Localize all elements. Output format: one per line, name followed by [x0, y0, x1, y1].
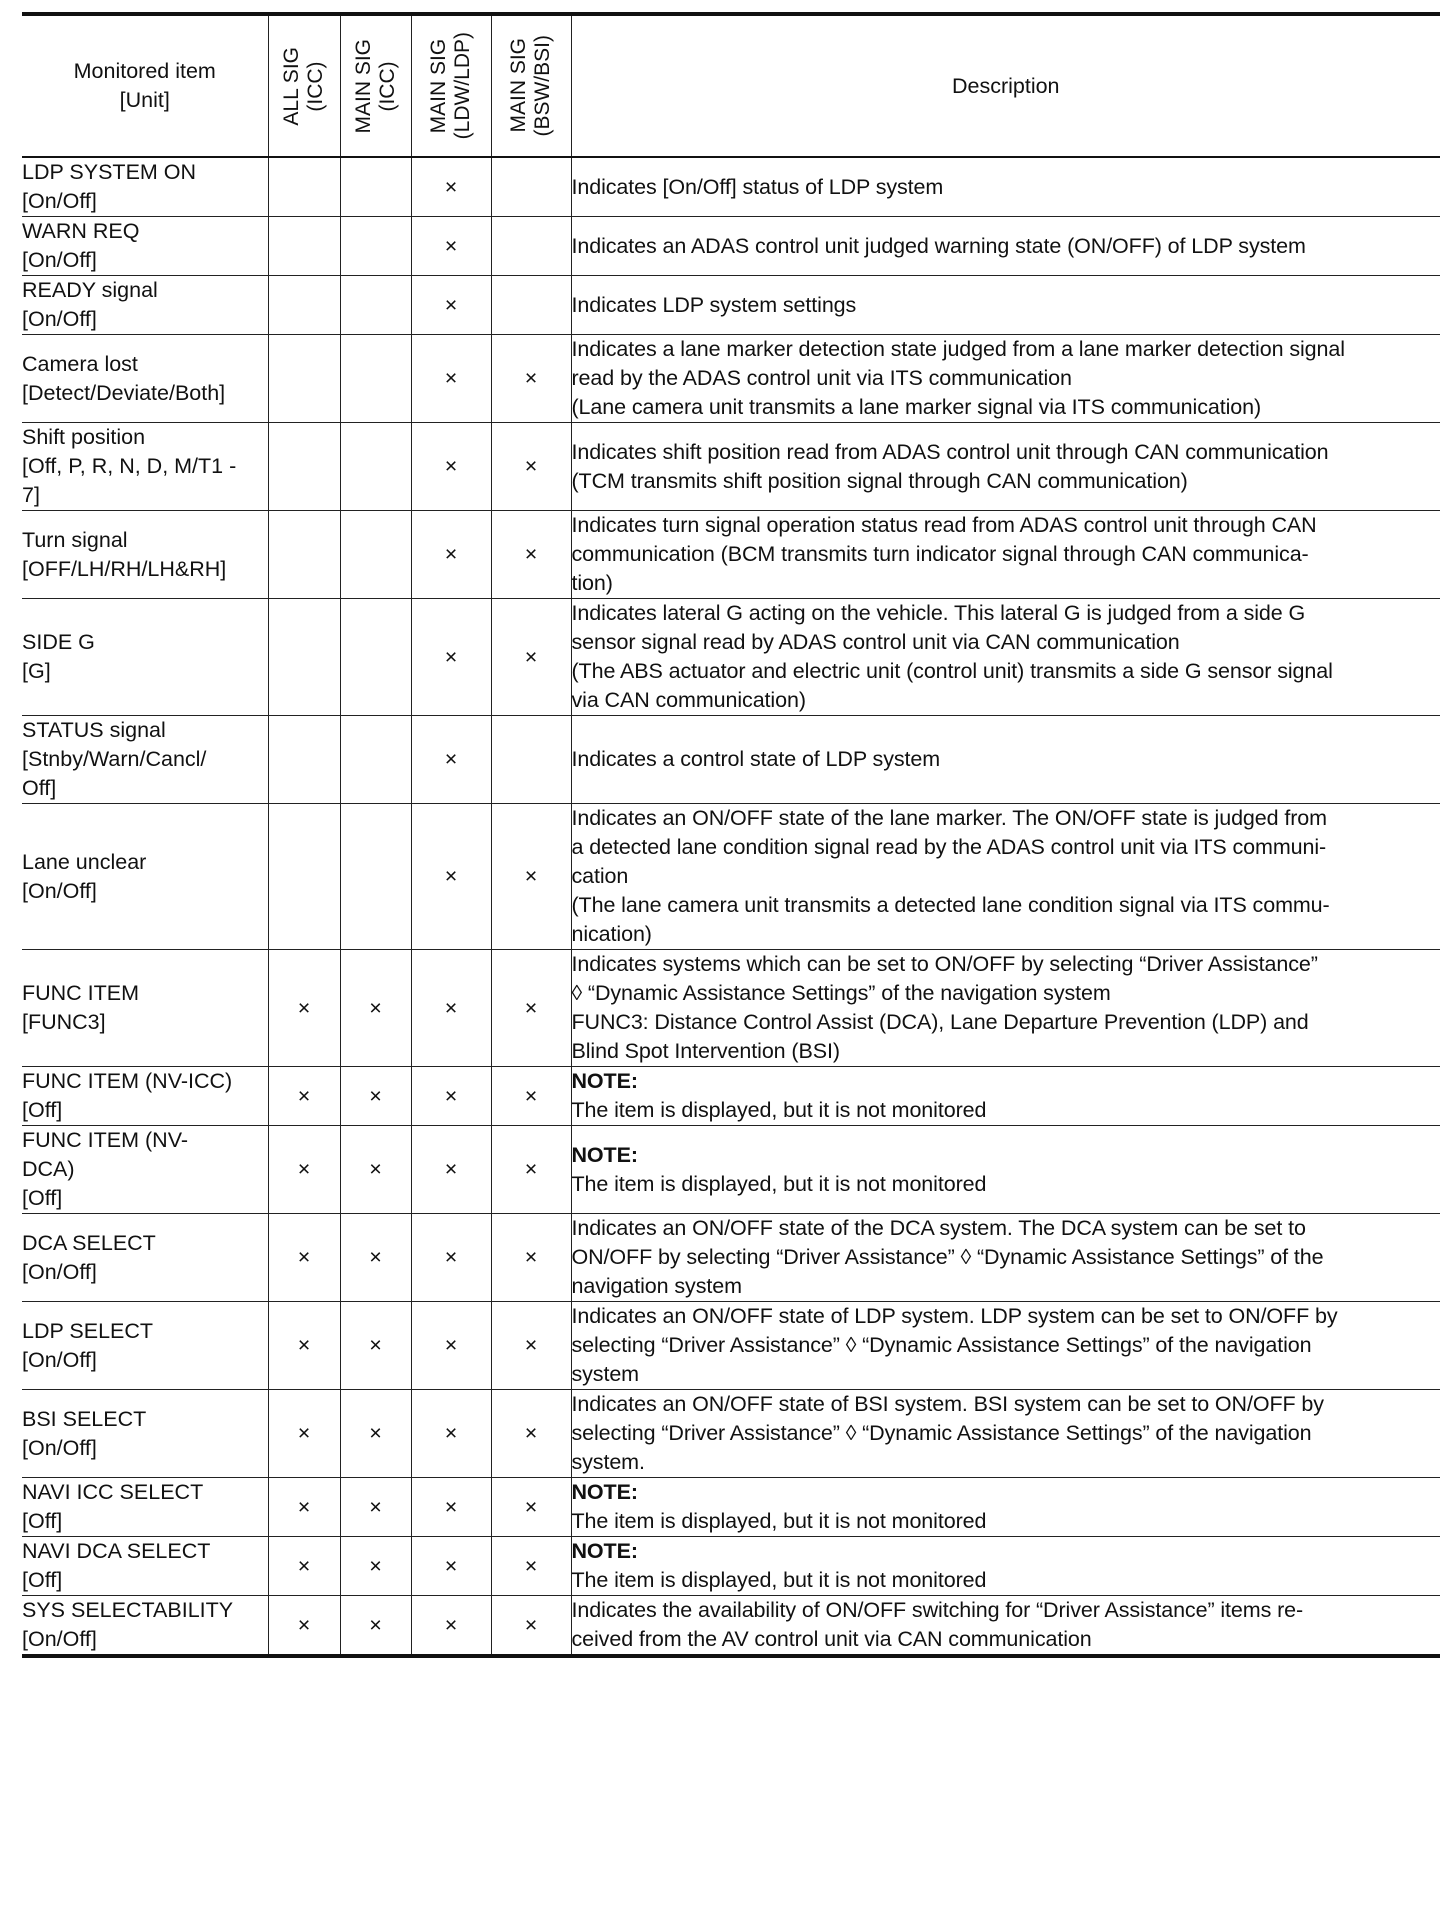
- description-line: cation: [571, 864, 629, 888]
- all-sig-icc-mark: ×: [268, 1390, 340, 1478]
- main-sig-ldw-ldp-mark: ×: [411, 1067, 491, 1126]
- description-line: system: [571, 1362, 639, 1386]
- main-sig-ldw-ldp-mark: ×: [411, 599, 491, 716]
- description-line: The item is displayed, but it is not monitored: [571, 1171, 987, 1196]
- main-sig-icc-mark: ×: [340, 950, 411, 1067]
- monitored-item-cell: [22, 1126, 268, 1214]
- all-sig-icc-header-label: ALL SIG (ICC): [280, 46, 327, 126]
- main-sig-ldw-ldp-header: [411, 14, 491, 157]
- description-line: (The ABS actuator and electric unit (control unit) transmits a side G sensor signal: [571, 659, 1333, 683]
- table-body: [22, 157, 1440, 1656]
- monitored-item-line: [Off]: [22, 1509, 63, 1533]
- description-line: Indicates an ADAS control unit judged warning state (ON/OFF) of LDP system: [571, 233, 1306, 258]
- table-row: [22, 950, 1440, 1067]
- main-sig-ldw-ldp-mark: ×: [411, 1390, 491, 1478]
- main-sig-bsw-bsi-mark: ×: [491, 335, 571, 423]
- description-line: FUNC3: Distance Control Assist (DCA), Lane Departure Prevention (LDP) and: [571, 1010, 1309, 1034]
- main-sig-icc-mark: [340, 276, 411, 335]
- main-sig-bsw-bsi-mark: ×: [491, 950, 571, 1067]
- monitored-item-line: [On/Off]: [22, 1627, 97, 1651]
- table-row: [22, 276, 1440, 335]
- main-sig-ldw-ldp-mark: ×: [411, 1214, 491, 1302]
- description-cell: [571, 1214, 1440, 1302]
- description-cell: [571, 511, 1440, 599]
- description-line: a detected lane condition signal read by the ADAS control unit via ITS communi-: [571, 835, 1327, 859]
- main-sig-bsw-bsi-header-label: MAIN SIG (BSW/BSI): [507, 35, 554, 137]
- main-sig-icc-mark: ×: [340, 1390, 411, 1478]
- description-line: Indicates an ON/OFF state of BSI system. BSI system can be set to ON/OFF by: [571, 1392, 1324, 1416]
- description-line: ON/OFF by selecting “Driver Assistance” ◊ “Dynamic Assistance Settings” of the: [571, 1245, 1324, 1269]
- table-row: [22, 1596, 1440, 1657]
- description-line: communication (BCM transmits turn indicator signal through CAN communica-: [571, 542, 1309, 566]
- main-sig-bsw-bsi-mark: ×: [491, 1596, 571, 1657]
- monitored-item-line: [On/Off]: [22, 189, 97, 213]
- note-heading: NOTE:: [571, 1142, 638, 1167]
- main-sig-icc-mark: ×: [340, 1596, 411, 1657]
- main-sig-bsw-bsi-header: [491, 14, 571, 157]
- monitored-item-line: FUNC ITEM: [22, 981, 140, 1005]
- monitored-item-line: BSI SELECT: [22, 1406, 147, 1431]
- description-cell: [571, 1537, 1440, 1596]
- description-line: The item is displayed, but it is not monitored: [571, 1509, 987, 1533]
- all-sig-icc-mark: [268, 511, 340, 599]
- description-cell: [571, 1390, 1440, 1478]
- monitored-item-line: STATUS signal: [22, 718, 166, 742]
- description-line: Blind Spot Intervention (BSI): [571, 1039, 840, 1063]
- description-line: read by the ADAS control unit via ITS communication: [571, 366, 1072, 390]
- main-sig-icc-mark: [340, 217, 411, 276]
- main-sig-icc-mark: ×: [340, 1067, 411, 1126]
- main-sig-bsw-bsi-mark: ×: [491, 1537, 571, 1596]
- main-sig-bsw-bsi-mark: ×: [491, 1067, 571, 1126]
- table-row: [22, 1302, 1440, 1390]
- description-cell: [571, 157, 1440, 217]
- all-sig-icc-mark: [268, 276, 340, 335]
- monitored-item-cell: [22, 217, 268, 276]
- main-sig-icc-mark: ×: [340, 1478, 411, 1537]
- description-cell: [571, 423, 1440, 511]
- description-line: selecting “Driver Assistance” ◊ “Dynamic Assistance Settings” of the navigation: [571, 1421, 1312, 1445]
- monitored-item-header-line1: Monitored item: [73, 59, 216, 83]
- monitored-item-line: LDP SELECT: [22, 1318, 154, 1343]
- monitored-item-cell: [22, 804, 268, 950]
- monitored-item-cell: [22, 599, 268, 716]
- main-sig-bsw-bsi-mark: [491, 716, 571, 804]
- table-row: [22, 1214, 1440, 1302]
- all-sig-icc-mark: [268, 423, 340, 511]
- monitored-items-table: [22, 12, 1440, 1658]
- main-sig-ldw-ldp-mark: ×: [411, 423, 491, 511]
- main-sig-bsw-bsi-mark: [491, 276, 571, 335]
- description-header: Description: [571, 14, 1440, 157]
- main-sig-icc-mark: ×: [340, 1126, 411, 1214]
- description-line: sensor signal read by ADAS control unit via CAN communication: [571, 630, 1180, 654]
- description-line: Indicates an ON/OFF state of LDP system. LDP system can be set to ON/OFF by: [571, 1304, 1338, 1328]
- description-line: The item is displayed, but it is not monitored: [571, 1098, 987, 1122]
- all-sig-icc-mark: [268, 804, 340, 950]
- table-header-row: [22, 14, 1440, 157]
- description-line: Indicates [On/Off] status of LDP system: [571, 174, 944, 199]
- table-row: [22, 804, 1440, 950]
- monitored-item-line: [On/Off]: [22, 1259, 97, 1284]
- main-sig-bsw-bsi-mark: ×: [491, 1390, 571, 1478]
- monitored-item-line: DCA): [22, 1157, 75, 1181]
- main-sig-bsw-bsi-mark: ×: [491, 599, 571, 716]
- monitored-item-cell: [22, 716, 268, 804]
- monitored-item-line: [On/Off]: [22, 878, 97, 903]
- description-line: Indicates LDP system settings: [571, 292, 857, 317]
- table-row: [22, 511, 1440, 599]
- monitored-item-line: NAVI ICC SELECT: [22, 1480, 204, 1504]
- monitored-item-line: [G]: [22, 659, 51, 683]
- description-cell: [571, 1302, 1440, 1390]
- monitored-item-line: [Off]: [22, 1186, 63, 1210]
- monitored-item-line: Turn signal: [22, 527, 128, 552]
- monitored-item-line: FUNC ITEM (NV-ICC): [22, 1069, 233, 1093]
- monitored-item-cell: [22, 157, 268, 217]
- monitored-item-line: Camera lost: [22, 351, 138, 376]
- monitored-item-header: [22, 14, 268, 157]
- monitored-item-line: [FUNC3]: [22, 1010, 106, 1034]
- description-line: ceived from the AV control unit via CAN communication: [571, 1627, 1092, 1651]
- table-row: [22, 423, 1440, 511]
- all-sig-icc-mark: ×: [268, 950, 340, 1067]
- monitored-item-line: FUNC ITEM (NV-: [22, 1128, 189, 1152]
- main-sig-icc-mark: ×: [340, 1537, 411, 1596]
- description-line: Indicates the availability of ON/OFF switching for “Driver Assistance” items re-: [571, 1598, 1304, 1622]
- main-sig-bsw-bsi-mark: ×: [491, 804, 571, 950]
- description-line: Indicates an ON/OFF state of the DCA system. The DCA system can be set to: [571, 1216, 1306, 1240]
- monitored-item-line: [Stnby/Warn/Cancl/: [22, 747, 207, 771]
- main-sig-icc-mark: ×: [340, 1302, 411, 1390]
- main-sig-ldw-ldp-mark: ×: [411, 1537, 491, 1596]
- main-sig-bsw-bsi-mark: ×: [491, 1478, 571, 1537]
- main-sig-icc-mark: [340, 423, 411, 511]
- main-sig-ldw-ldp-mark: ×: [411, 1126, 491, 1214]
- main-sig-icc-mark: ×: [340, 1214, 411, 1302]
- description-cell: [571, 1596, 1440, 1657]
- all-sig-icc-mark: ×: [268, 1478, 340, 1537]
- description-line: tion): [571, 571, 613, 595]
- all-sig-icc-mark: [268, 716, 340, 804]
- description-line: (TCM transmits shift position signal through CAN communication): [571, 468, 1188, 493]
- main-sig-icc-mark: [340, 599, 411, 716]
- monitored-item-cell: [22, 1302, 268, 1390]
- note-heading: NOTE:: [571, 1539, 638, 1563]
- table-row: [22, 599, 1440, 716]
- monitored-item-line: [Detect/Deviate/Both]: [22, 380, 226, 405]
- description-cell: [571, 1067, 1440, 1126]
- all-sig-icc-mark: [268, 599, 340, 716]
- monitored-item-line: Lane unclear: [22, 849, 147, 874]
- table-row: [22, 1537, 1440, 1596]
- main-sig-icc-mark: [340, 804, 411, 950]
- description-cell: [571, 804, 1440, 950]
- main-sig-icc-mark: [340, 335, 411, 423]
- monitored-item-header-line2: [Unit]: [119, 88, 170, 112]
- monitored-item-line: [Off]: [22, 1098, 63, 1122]
- monitored-item-line: WARN REQ: [22, 219, 140, 243]
- description-cell: [571, 950, 1440, 1067]
- description-line: via CAN communication): [571, 688, 806, 712]
- all-sig-icc-mark: ×: [268, 1537, 340, 1596]
- description-line: nication): [571, 922, 652, 946]
- monitored-item-line: [Off, P, R, N, D, M/T1 -: [22, 454, 237, 478]
- monitored-item-cell: [22, 423, 268, 511]
- main-sig-bsw-bsi-mark: ×: [491, 1126, 571, 1214]
- table-row: [22, 1478, 1440, 1537]
- description-line: Indicates a control state of LDP system: [571, 747, 941, 771]
- monitored-item-line: READY signal: [22, 278, 158, 302]
- main-sig-icc-header-label: MAIN SIG (ICC): [351, 38, 399, 134]
- main-sig-bsw-bsi-mark: ×: [491, 1302, 571, 1390]
- monitored-item-cell: [22, 511, 268, 599]
- main-sig-bsw-bsi-mark: ×: [491, 511, 571, 599]
- main-sig-ldw-ldp-mark: ×: [411, 335, 491, 423]
- table-row: [22, 1067, 1440, 1126]
- monitored-item-line: [On/Off]: [22, 307, 97, 331]
- description-line: system.: [571, 1450, 645, 1474]
- monitored-item-line: SYS SELECTABILITY: [22, 1598, 234, 1622]
- main-sig-bsw-bsi-mark: ×: [491, 1214, 571, 1302]
- main-sig-icc-mark: [340, 716, 411, 804]
- description-line: (Lane camera unit transmits a lane marker signal via ITS communication): [571, 395, 1262, 419]
- main-sig-bsw-bsi-mark: ×: [491, 423, 571, 511]
- description-cell: [571, 335, 1440, 423]
- monitored-item-line: [OFF/LH/RH/LH&RH]: [22, 556, 227, 581]
- monitored-item-line: [On/Off]: [22, 1435, 97, 1460]
- all-sig-icc-mark: [268, 335, 340, 423]
- monitored-item-line: LDP SYSTEM ON: [22, 160, 197, 184]
- main-sig-bsw-bsi-mark: [491, 217, 571, 276]
- description-line: Indicates a lane marker detection state judged from a lane marker detection signal: [571, 337, 1345, 361]
- main-sig-ldw-ldp-mark: ×: [411, 276, 491, 335]
- note-heading: NOTE:: [571, 1480, 638, 1504]
- monitored-item-cell: [22, 1067, 268, 1126]
- all-sig-icc-mark: ×: [268, 1596, 340, 1657]
- main-sig-ldw-ldp-mark: ×: [411, 1302, 491, 1390]
- main-sig-ldw-ldp-mark: ×: [411, 950, 491, 1067]
- description-line: navigation system: [571, 1274, 742, 1298]
- description-cell: [571, 217, 1440, 276]
- monitored-item-line: 7]: [22, 483, 40, 507]
- monitored-item-line: SIDE G: [22, 630, 95, 654]
- description-line: (The lane camera unit transmits a detected lane condition signal via ITS commu-: [571, 893, 1330, 917]
- table-row: [22, 335, 1440, 423]
- main-sig-ldw-ldp-mark: ×: [411, 1478, 491, 1537]
- description-cell: [571, 1126, 1440, 1214]
- description-line: Indicates an ON/OFF state of the lane marker. The ON/OFF state is judged from: [571, 806, 1327, 830]
- monitored-item-cell: [22, 276, 268, 335]
- main-sig-ldw-ldp-mark: ×: [411, 157, 491, 217]
- all-sig-icc-mark: ×: [268, 1126, 340, 1214]
- table-row: [22, 217, 1440, 276]
- monitored-item-line: Shift position: [22, 425, 146, 449]
- table-row: [22, 1126, 1440, 1214]
- monitored-item-line: [On/Off]: [22, 248, 97, 272]
- monitored-item-cell: [22, 1390, 268, 1478]
- monitored-item-cell: [22, 1537, 268, 1596]
- main-sig-icc-mark: [340, 511, 411, 599]
- monitored-item-cell: [22, 335, 268, 423]
- description-line: Indicates lateral G acting on the vehicle. This lateral G is judged from a side G: [571, 601, 1306, 625]
- description-line: The item is displayed, but it is not monitored: [571, 1568, 987, 1592]
- all-sig-icc-mark: ×: [268, 1214, 340, 1302]
- all-sig-icc-mark: [268, 217, 340, 276]
- table-row: [22, 716, 1440, 804]
- main-sig-ldw-ldp-mark: ×: [411, 217, 491, 276]
- description-cell: [571, 1478, 1440, 1537]
- monitored-item-line: NAVI DCA SELECT: [22, 1539, 211, 1563]
- monitored-item-line: [On/Off]: [22, 1347, 97, 1372]
- table-row: [22, 1390, 1440, 1478]
- main-sig-ldw-ldp-mark: ×: [411, 511, 491, 599]
- description-line: Indicates systems which can be set to ON/OFF by selecting “Driver Assistance”: [571, 952, 1318, 976]
- description-cell: [571, 276, 1440, 335]
- monitored-item-line: Off]: [22, 776, 57, 800]
- main-sig-icc-mark: [340, 157, 411, 217]
- all-sig-icc-mark: [268, 157, 340, 217]
- table-row: [22, 157, 1440, 217]
- monitored-item-cell: [22, 950, 268, 1067]
- description-line: Indicates shift position read from ADAS control unit through CAN communication: [571, 439, 1329, 464]
- main-sig-ldw-ldp-mark: ×: [411, 804, 491, 950]
- description-line: ◊ “Dynamic Assistance Settings” of the navigation system: [571, 981, 1111, 1005]
- monitored-item-cell: [22, 1478, 268, 1537]
- monitored-item-line: DCA SELECT: [22, 1230, 156, 1255]
- note-heading: NOTE:: [571, 1069, 638, 1093]
- monitored-item-cell: [22, 1596, 268, 1657]
- main-sig-ldw-ldp-mark: ×: [411, 1596, 491, 1657]
- monitored-item-line: [Off]: [22, 1568, 63, 1592]
- description-cell: [571, 599, 1440, 716]
- description-line: Indicates turn signal operation status read from ADAS control unit through CAN: [571, 513, 1317, 537]
- main-sig-ldw-ldp-header-label: MAIN SIG (LDW/LDP): [427, 32, 474, 140]
- description-cell: [571, 716, 1440, 804]
- description-line: selecting “Driver Assistance” ◊ “Dynamic Assistance Settings” of the navigation: [571, 1333, 1312, 1357]
- main-sig-ldw-ldp-mark: ×: [411, 716, 491, 804]
- monitored-item-cell: [22, 1214, 268, 1302]
- all-sig-icc-header: [268, 14, 340, 157]
- all-sig-icc-mark: ×: [268, 1302, 340, 1390]
- main-sig-icc-header: [340, 14, 411, 157]
- all-sig-icc-mark: ×: [268, 1067, 340, 1126]
- main-sig-bsw-bsi-mark: [491, 157, 571, 217]
